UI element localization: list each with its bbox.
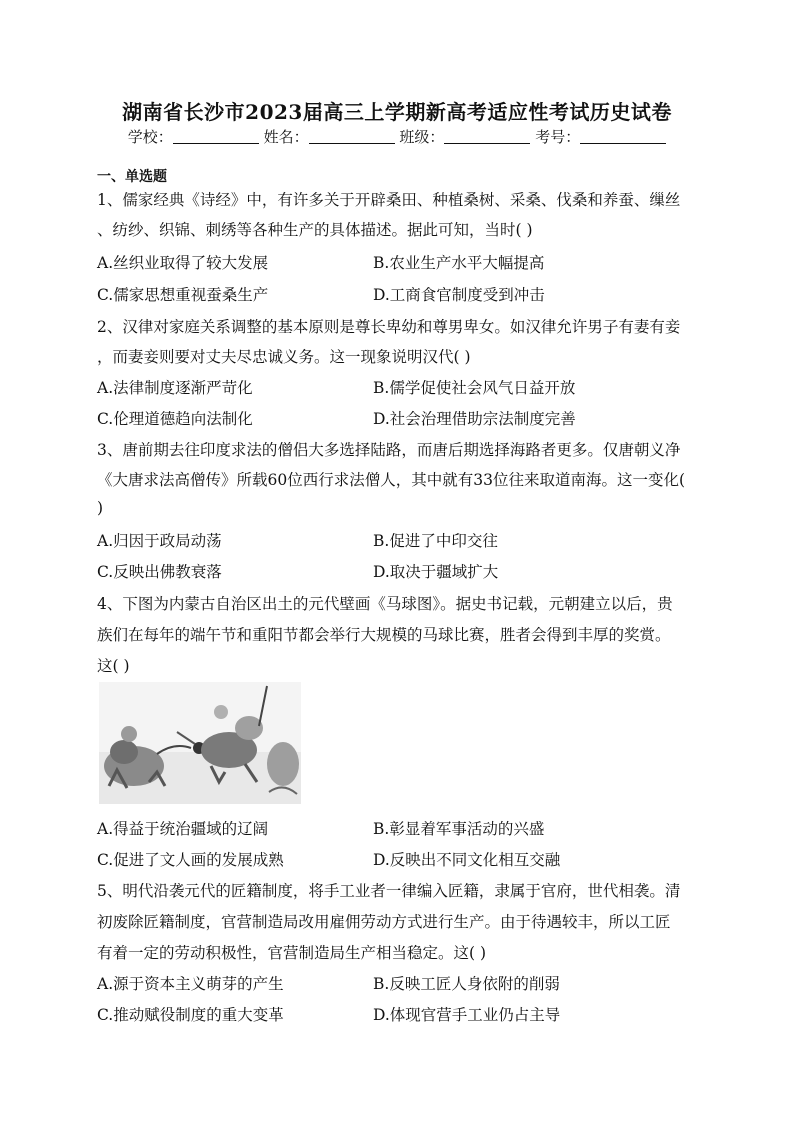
question-1-option-d: D.工商食官制度受到冲击 [373,286,545,304]
name-blank [309,129,395,144]
class-blank [444,129,530,144]
question-2-option-b: B.儒学促使社会风气日益开放 [373,379,576,397]
question-5-line-1: 5、明代沿袭元代的匠籍制度，将手工业者一律编入匠籍，隶属于官府，世代相袭。清 [97,882,681,900]
question-5-line-3: 有着一定的劳动积极性，官营制造局生产相当稳定。这( ) [97,944,487,962]
question-4-option-a: A.得益于统治疆域的辽阔 [97,820,269,838]
question-3-option-d: D.取决于疆域扩大 [373,563,499,581]
question-4-option-d: D.反映出不同文化相互交融 [373,851,561,869]
question-1-option-c: C.儒家思想重视蚕桑生产 [97,286,269,304]
question-3-option-a: A.归因于政局动荡 [97,532,222,550]
exam-number-blank [580,129,666,144]
question-5-option-a: A.源于资本主义萌芽的产生 [97,975,284,993]
question-3-line-3: ) [97,499,104,517]
question-5-option-b: B.反映工匠人身依附的削弱 [373,975,560,993]
question-5-option-d: D.体现官营手工业仍占主导 [373,1006,561,1024]
question-2-line-1: 2、汉律对家庭关系调整的基本原则是尊长卑幼和尊男卑女。如汉律允许男子有妻有妾 [97,318,681,336]
question-4-line-2: 族们在每年的端午节和重阳节都会举行大规模的马球比赛，胜者会得到丰厚的奖赏。 [97,626,671,644]
question-3-option-c: C.反映出佛教衰落 [97,563,222,581]
question-1-option-a: A.丝织业取得了较大发展 [97,254,269,272]
exam-title: 湖南省长沙市2023届高三上学期新高考适应性考试历史试卷 [122,100,672,124]
question-4-line-1: 4、下图为内蒙古自治区出土的元代壁画《马球图》。据史书记载，元朝建立以后，贵 [97,595,673,613]
question-4-line-3: 这( ) [97,657,130,675]
school-blank [173,129,259,144]
question-2-option-d: D.社会治理借助宗法制度完善 [373,410,576,428]
section-title: 一、单选题 [97,169,167,185]
question-2-option-c: C.伦理道德趋向法制化 [97,410,253,428]
question-3-line-1: 3、唐前期去往印度求法的僧侣大多选择陆路，而唐后期选择海路者更多。仅唐朝义净 [97,441,681,459]
question-2-line-2: ，而妻妾则要对丈夫尽忠诚义务。这一现象说明汉代( ) [97,348,471,366]
question-5-line-2: 初废除匠籍制度，官营制造局改用雇佣劳动方式进行生产。由于待遇较丰，所以工匠 [97,913,671,931]
student-info-row [0,126,794,147]
polo-mural-sketch [99,682,301,804]
question-4-option-b: B.彰显着军事活动的兴盛 [373,820,545,838]
question-5-option-c: C.推动赋役制度的重大变革 [97,1006,284,1024]
question-2-option-a: A.法律制度逐渐严苛化 [97,379,253,397]
question-1-option-b: B.农业生产水平大幅提高 [373,254,545,272]
question-3-line-2: 《大唐求法高僧传》所载60位西行求法僧人，其中就有33位往来取道南海。这一变化( [97,471,685,489]
school-label: 学校： [127,128,173,146]
class-label: 班级： [399,128,445,146]
exam-number-label: 考号： [535,128,581,146]
question-4-option-c: C.促进了文人画的发展成熟 [97,851,284,869]
question-1-line-2: 、纺纱、织锦、刺绣等各种生产的具体描述。据此可知，当时( ) [97,221,533,239]
polo-mural-image [99,682,301,804]
name-label: 姓名： [263,128,309,146]
question-3-option-b: B.促进了中印交往 [373,532,498,550]
question-1-line-1: 1、儒家经典《诗经》中，有许多关于开辟桑田、种植桑树、采桑、伐桑和养蚕、缫丝 [97,191,681,209]
